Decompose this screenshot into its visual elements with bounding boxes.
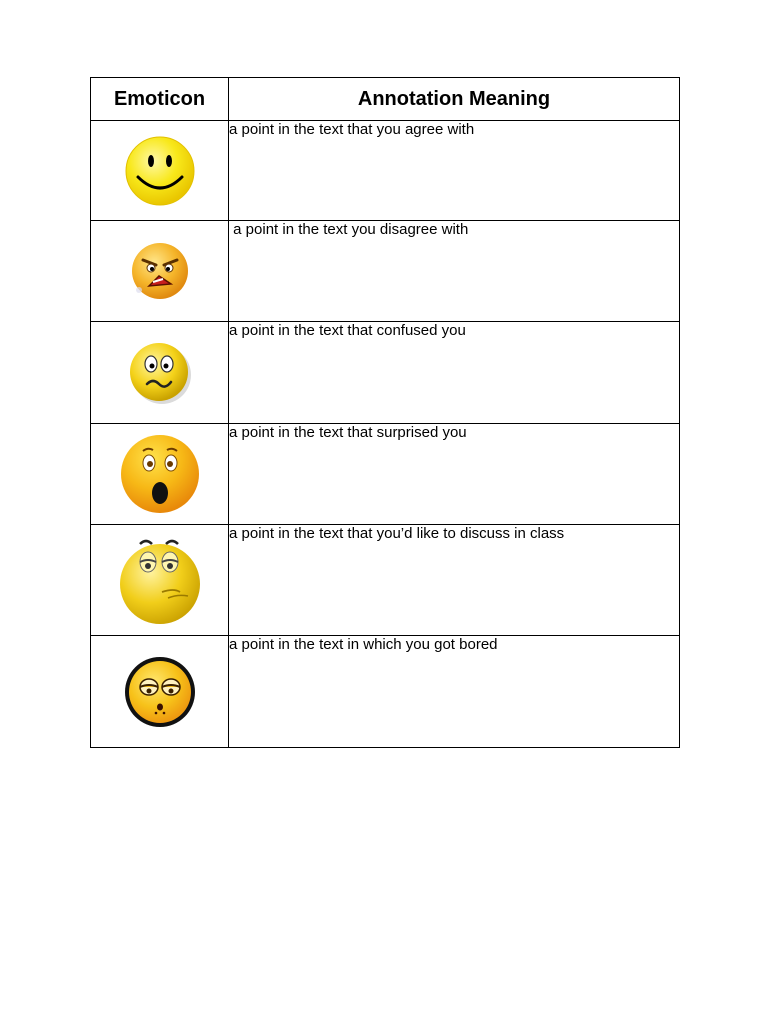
happy-smiley-icon [124, 135, 196, 207]
meaning-text: a point in the text in which you got bored [229, 636, 680, 748]
surprised-smiley-icon [119, 433, 201, 515]
emoticon-cell [91, 636, 229, 748]
emoticon-cell [91, 424, 229, 525]
meaning-text: a point in the text that surprised you [229, 424, 680, 525]
table-row [91, 121, 680, 221]
table-row [91, 221, 680, 322]
meaning-column-header: Annotation Meaning [229, 78, 680, 121]
header-row [91, 78, 680, 121]
meaning-text: a point in the text that confused you [229, 322, 680, 424]
meaning-text: a point in the text that you’d like to discuss in class [229, 525, 680, 636]
meaning-text: a point in the text that you agree with [229, 121, 680, 221]
table-row [91, 322, 680, 424]
angry-smiley-icon [129, 240, 191, 302]
meaning-text: a point in the text you disagree with [229, 221, 680, 322]
bored-smiley-icon [123, 655, 197, 729]
emoticon-column-header: Emoticon [91, 78, 229, 121]
annotation-table [90, 77, 680, 748]
confused-smiley-icon [127, 340, 193, 406]
emoticon-cell [91, 221, 229, 322]
emoticon-cell [91, 322, 229, 424]
table-row [91, 525, 680, 636]
emoticon-cell [91, 121, 229, 221]
thinking-smiley-icon [118, 534, 202, 626]
table-row [91, 424, 680, 525]
emoticon-cell [91, 525, 229, 636]
table-row [91, 636, 680, 748]
